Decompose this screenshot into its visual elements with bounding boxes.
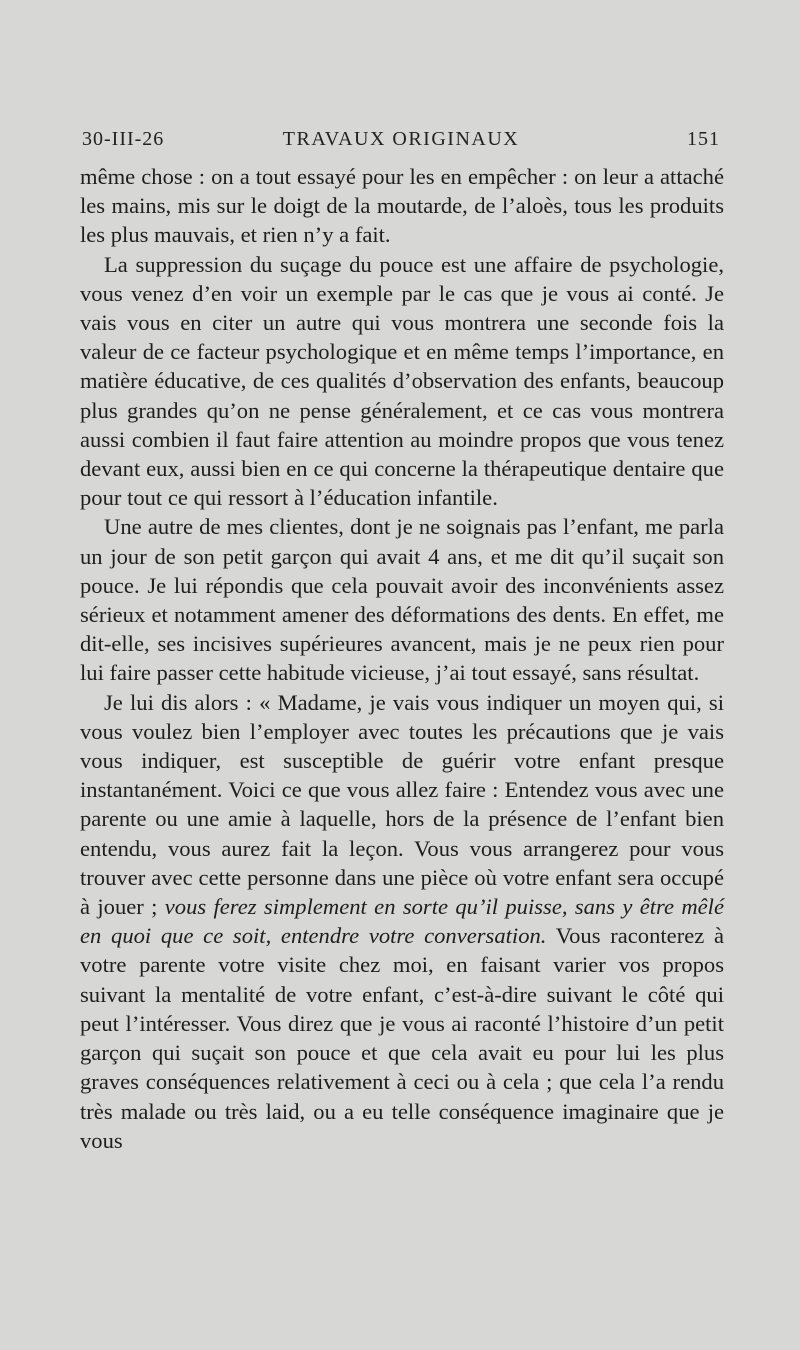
page-number: 151 xyxy=(687,128,720,150)
paragraph-psychology: La suppression du suçage du pouce est une affaire de psychologie, vous venez d’en voir un exemple par le cas que je vous ai conté. Je vais vous en citer un autre qui vous montrera une seconde fois la valeur de ce facteur psychologique et en même temps l’importance, en matière éducative, de ces qualités d’observation des enfants, beaucoup plus grandes qu’on ne pense généralement, et ce cas vous montrera aussi combien il faut faire attention au moindre propos que vous tenez devant eux, aussi bien en ce qui concerne la thérapeutique dentaire que pour tout ce qui ressort à l’éducation infantile. xyxy=(80,251,724,511)
header-title: TRAVAUX ORIGINAUX xyxy=(282,128,520,150)
method-text-after: Vous raconterez à votre parente votre visite chez moi, en faisant varier vos propos suivant la mentalité de votre enfant, c’est-à-dire suivant le côté qui peut l’intéresser. Vous direz que je vous ai raconté l’histoire d’un petit garçon qui suçait son pouce et que cela avait eu pour lui les plus graves conséquences relativement à ceci ou à cela ; que cela l’a rendu très malade ou très laid, ou a eu telle conséquence imaginaire que je vous xyxy=(80,923,724,1153)
method-text-before: Je lui dis alors : « Madame, je vais vous indiquer un moyen qui, si vous voulez bien l’employer avec toutes les précautions que je vais vous indiquer, est susceptible de guérir votre enfant presque instantanément. Voici ce que vous allez faire : Entendez vous avec une parente ou une amie à laquelle, hors de la présence de l’enfant bien entendu, vous aurez fait la leçon. Vous vous arrangerez pour vous trouver avec cette personne dans une pièce où votre enfant sera occupé à jouer ; xyxy=(80,689,724,920)
paragraph-client-case: Une autre de mes clientes, dont je ne soignais pas l’enfant, me parla un jour de son petit garçon qui avait 4 ans, et me dit qu’il suçait son pouce. Je lui répondis que cela pouvait avoir des inconvénients assez sérieux et notamment amener des déformations des dents. En effet, me dit-elle, ses incisives supérieures avancent, mais je ne peux rien pour lui faire passer cette habitude vicieuse, j’ai tout essayé, sans résultat. xyxy=(80,514,724,686)
paragraph-continued: même chose : on a tout essayé pour les en empêcher : on leur a attaché les mains, mis sur le doigt de la moutarde, de l’aloès, tous les produits les plus mauvais, et rien n’y a fait. xyxy=(80,164,724,248)
body-text xyxy=(80,162,724,1155)
running-header xyxy=(82,128,720,158)
method-italic-text: vous ferez simplement en sorte qu’il puisse, sans y être mêlé en quoi que ce soit, entendre votre conversation. xyxy=(80,894,724,949)
paragraph-method xyxy=(80,688,724,1155)
header-issue-ref: 30-III-26 xyxy=(82,128,165,150)
